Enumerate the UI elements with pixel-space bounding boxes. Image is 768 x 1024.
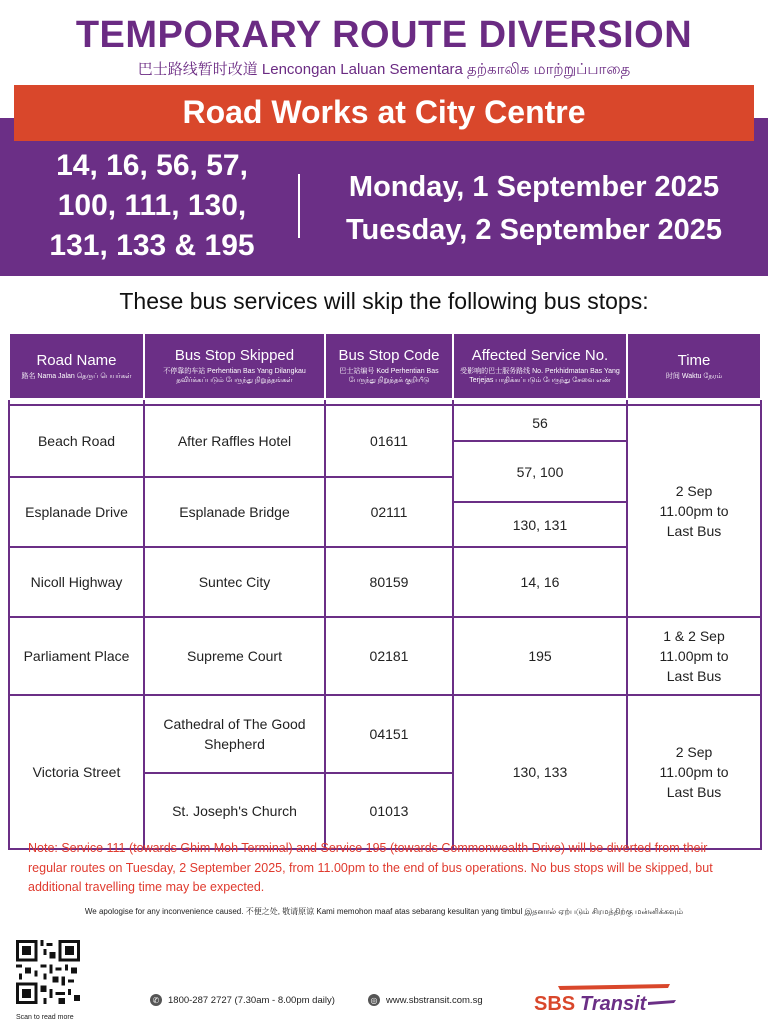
date-line: Tuesday, 2 September 2025	[345, 214, 723, 246]
intro-text: These bus services will skip the following bus stops:	[119, 288, 649, 314]
service-cell: 195	[453, 617, 627, 695]
sbs-transit-logo	[530, 980, 680, 1016]
road-name-cell: Beach Road	[9, 405, 144, 477]
table-row	[9, 695, 761, 773]
globe-icon: ◎	[368, 994, 380, 1006]
service-cell: 57, 100	[453, 441, 627, 502]
road-name-cell: Parliament Place	[9, 617, 144, 695]
page-subtitle: 巴士路线暂时改道 Lencongan Laluan Sementara தற்காலிக மாற்றுப்பாதை	[137, 61, 631, 78]
service-cell: 14, 16	[453, 547, 627, 617]
phone-icon: ✆	[150, 994, 162, 1006]
time-cell: 2 Sep 11.00pm to Last Bus	[627, 405, 761, 617]
header-time: Time 时间 Waktu நேரம்	[627, 333, 761, 399]
time-cell: 1 & 2 Sep 11.00pm to Last Bus	[627, 617, 761, 695]
website-link[interactable]	[368, 994, 483, 1006]
bus-stop-code-cell: 80159	[325, 547, 453, 617]
bus-stop-cell: St. Joseph's Church	[144, 773, 325, 849]
phone-text: 1800-287 2727 (7.30am - 8.00pm daily)	[168, 994, 335, 1006]
date-line: Monday, 1 September 2025	[348, 171, 720, 203]
bus-stop-code-cell: 02181	[325, 617, 453, 695]
bus-stop-code-cell: 01013	[325, 773, 453, 849]
header-road-name: Road Name 路名 Nama Jalan தெருப் பெயர்கள்	[9, 333, 144, 399]
services-line: 131, 133 & 195	[49, 229, 255, 262]
time-cell: 2 Sep 11.00pm to Last Bus	[627, 695, 761, 849]
svg-text:Transit: Transit	[580, 993, 647, 1015]
road-name-cell: Nicoll Highway	[9, 547, 144, 617]
apology-text: We apologise for any inconvenience caused. 不便之处, 敬请原谅 Kami memohon maaf atas sebarang kesulitan yang timbul இதனால் ஏற்படும் சிரமத்திற்கு மன்னிக்கவும்	[84, 907, 684, 916]
bus-stop-cell: Cathedral of The Good Shepherd	[144, 695, 325, 773]
road-works-banner: Road Works at City Centre	[14, 85, 754, 141]
band-divider	[298, 174, 300, 238]
header-affected-service: Affected Service No. 受影响的巴士服务路线 No. Perkhidmatan Bas Yang Terjejas பாதிக்கப்படும் பேருந்து சேவை எண்	[453, 333, 627, 399]
bus-stop-cell: Supreme Court	[144, 617, 325, 695]
bus-stop-code-cell: 01611	[325, 405, 453, 477]
phone-contact[interactable]	[150, 994, 335, 1006]
service-cell: 130, 131	[453, 502, 627, 547]
services-line: 14, 16, 56, 57,	[56, 149, 248, 182]
header-bus-stop-code: Bus Stop Code 巴士站编号 Kod Perhentian Bas பேருந்து நிறுத்தக் குறியீடு	[325, 333, 453, 399]
header-bus-stop-skipped: Bus Stop Skipped 不停靠的车站 Perhentian Bas Yang Dilangkau தவிர்க்கப்படும் பேருந்து நிறுத்தங்கள்	[144, 333, 325, 399]
diversion-dates	[318, 166, 750, 252]
bus-stop-cell: After Raffles Hotel	[144, 405, 325, 477]
bus-stop-cell: Suntec City	[144, 547, 325, 617]
road-name-cell: Victoria Street	[9, 695, 144, 849]
table-row	[9, 405, 761, 441]
website-text: www.sbstransit.com.sg	[386, 994, 483, 1006]
scan-label: Scan to read more	[16, 1014, 74, 1021]
service-cell: 56	[453, 405, 627, 441]
qr-code[interactable]	[16, 940, 80, 1004]
bus-stop-cell: Esplanade Bridge	[144, 477, 325, 547]
affected-services	[22, 146, 282, 266]
service-cell: 130, 133	[453, 695, 627, 849]
bus-stop-code-cell: 02111	[325, 477, 453, 547]
table-header-row	[9, 333, 761, 399]
diversion-note: Note: Service 111 (towards Ghim Moh Terminal) and Service 195 (towards Commonwealth Drive) will be diverted from their regular routes on Tuesday, 2 September 2025, from 11.00pm to the end of bus operations. No bus stops will be skipped, but additional travelling time may be expected.	[28, 841, 713, 894]
table-row	[9, 617, 761, 695]
svg-text:SBS: SBS	[534, 993, 576, 1015]
road-name-cell: Esplanade Drive	[9, 477, 144, 547]
services-line: 100, 111, 130,	[57, 189, 247, 222]
page-title: TEMPORARY ROUTE DIVERSION	[75, 14, 693, 56]
skipped-stops-table	[8, 332, 762, 850]
bus-stop-code-cell: 04151	[325, 695, 453, 773]
